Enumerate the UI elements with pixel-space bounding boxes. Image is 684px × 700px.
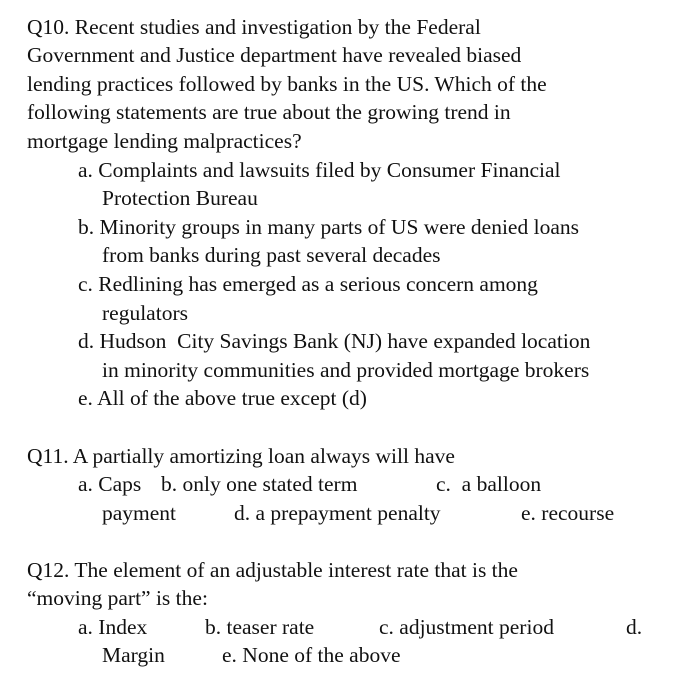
q10-question-line: Government and Justice department have revealed biased	[27, 43, 522, 67]
q10-option-d-continued: in minority communities and provided mortgage brokers	[102, 358, 590, 382]
q12-question-line: “moving part” is the:	[27, 586, 208, 610]
q11-option-e: e. recourse	[521, 501, 615, 525]
q12-option-d-continued: Margin	[102, 643, 165, 667]
q10-option-b: b. Minority groups in many parts of US were denied loans	[78, 215, 579, 239]
q10-option-a: a. Complaints and lawsuits filed by Consumer Financial	[78, 158, 561, 182]
q11-option-b: b. only one stated term	[161, 472, 358, 496]
q11-option-a-continued: payment	[102, 501, 177, 525]
q12-question-line: Q12. The element of an adjustable interest rate that is the	[27, 558, 518, 582]
q10-option-a-continued: Protection Bureau	[102, 186, 258, 210]
q10-question-line: following statements are true about the growing trend in	[27, 100, 511, 124]
q12-option-e: e. None of the above	[222, 643, 401, 667]
q10-option-e: e. All of the above true except (d)	[78, 386, 367, 410]
q12-option-b: b. teaser rate	[205, 615, 315, 639]
q12-option-d: d.	[626, 615, 643, 639]
q11-option-d: d. a prepayment penalty	[234, 501, 441, 525]
q12-option-a: a. Index	[78, 615, 148, 639]
q12-option-c: c. adjustment period	[379, 615, 554, 639]
q11-option-a: a. Caps	[78, 472, 142, 496]
q10-question-line: mortgage lending malpractices?	[27, 129, 302, 153]
q11-option-c: c. a balloon	[436, 472, 542, 496]
q10-question-line: lending practices followed by banks in the US. Which of the	[27, 72, 547, 96]
q10-option-c-continued: regulators	[102, 301, 188, 325]
q10-option-b-continued: from banks during past several decades	[102, 243, 441, 267]
q10-question-line: Q10. Recent studies and investigation by the Federal	[27, 15, 481, 39]
q11-question: Q11. A partially amortizing loan always will have	[27, 444, 455, 468]
q10-option-c: c. Redlining has emerged as a serious concern among	[78, 272, 538, 296]
q10-option-d: d. Hudson City Savings Bank (NJ) have expanded location	[78, 329, 591, 353]
